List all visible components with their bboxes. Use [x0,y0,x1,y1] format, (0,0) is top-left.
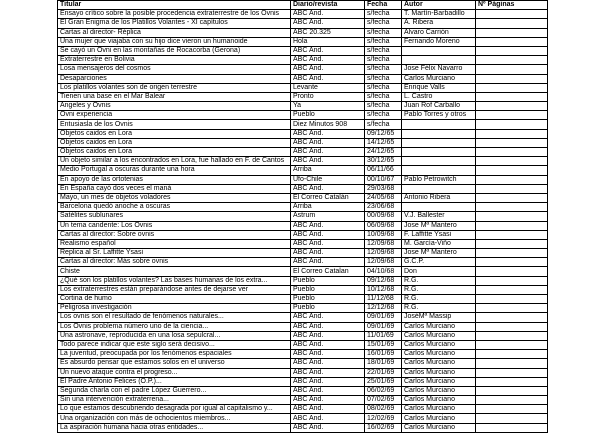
cell-paginas [476,37,548,46]
table-row [58,331,548,340]
cell-diario: ABC And. [291,157,365,166]
cell-paginas [476,175,548,184]
table-row [58,322,548,331]
table-row [58,175,548,184]
cell-autor: V.J. Ballester [402,212,476,221]
cell-titular: El Gran Enigma de los Platillos Volantes - XI capítulos [58,19,291,28]
cell-paginas [476,148,548,157]
cell-paginas [476,377,548,386]
table-row [58,203,548,212]
cell-fecha: 04/10/68 [365,267,402,276]
cell-paginas [476,28,548,37]
cell-fecha: 12/09/68 [365,239,402,248]
cell-titular: Cartas al director- Réplica [58,28,291,37]
cell-fecha: 16/02/69 [365,423,402,432]
cell-paginas [476,359,548,368]
cell-diario: ABC And. [291,386,365,395]
cell-paginas [476,83,548,92]
cell-paginas [476,350,548,359]
cell-diario: Pueblo [291,276,365,285]
cell-paginas [476,285,548,294]
cell-fecha: s/fecha [365,28,402,37]
cell-paginas [476,102,548,111]
cell-titular: ¿Qué son los platillos volantes? Las bases humanas de los extra... [58,276,291,285]
cell-titular: El Padre Antonio Felices (O.P.)... [58,377,291,386]
table-row [58,46,548,55]
cell-titular: Segunda charla con el padre López Guerrero... [58,386,291,395]
cell-diario: ABC And. [291,138,365,147]
cell-autor: JoséMª Massip [402,313,476,322]
cell-paginas [476,423,548,432]
cell-autor: Antonio Ribera [402,193,476,202]
cell-fecha: 30/12/65 [365,157,402,166]
cell-titular: Cortina de humo [58,295,291,304]
cell-diario: ABC And. [291,230,365,239]
cell-autor: A. Ribera [402,19,476,28]
cell-titular: Angeles y Ovnis [58,102,291,111]
cell-titular: Entusiasla de los Ovnis [58,120,291,129]
cell-titular: Chiste [58,267,291,276]
cell-fecha: 06/09/68 [365,221,402,230]
cell-titular: Lo que estamos descubriendo desagrada por igual al capitalismo y... [58,405,291,414]
table-row [58,414,548,423]
cell-autor [402,120,476,129]
table-row [58,19,548,28]
table-row [58,295,548,304]
table-row [58,212,548,221]
cell-titular: Desaparciones [58,74,291,83]
cell-paginas [476,230,548,239]
cell-paginas [476,396,548,405]
cell-autor: R.G. [402,276,476,285]
cell-fecha: s/fecha [365,74,402,83]
table-row [58,423,548,432]
table-row [58,405,548,414]
table-row [58,386,548,395]
cell-titular: Una astronave, reproducida en una losa sepulcral... [58,331,291,340]
table-row [58,350,548,359]
cell-autor [402,138,476,147]
cell-paginas [476,212,548,221]
table-row [58,340,548,349]
cell-diario: ABC And. [291,129,365,138]
cell-paginas [476,120,548,129]
cell-autor: Carlos Murciano [402,340,476,349]
cell-fecha: 09/01/69 [365,313,402,322]
cell-diario: ABC And. [291,65,365,74]
cell-paginas [476,56,548,65]
cell-paginas [476,414,548,423]
cell-titular: Medio Portugal a oscuras durante una hora [58,166,291,175]
cell-titular: Tienen una base en el Mar Balear [58,92,291,101]
cell-diario: ABC And. [291,396,365,405]
cell-paginas [476,111,548,120]
cell-paginas [476,221,548,230]
cell-paginas [476,331,548,340]
cell-diario: Diez Minutos 908 [291,120,365,129]
table-row [58,138,548,147]
cell-diario: Ufo-Chile [291,175,365,184]
cell-diario: ABC And. [291,414,365,423]
cell-paginas [476,193,548,202]
cell-fecha: 07/02/69 [365,396,402,405]
cell-diario: ABC And. [291,221,365,230]
cell-titular: Cartas al director: Sobre ovnis [58,230,291,239]
cell-paginas [476,92,548,101]
cell-paginas [476,10,548,19]
cell-titular: Satélites sublunares [58,212,291,221]
cell-fecha: 25/01/69 [365,377,402,386]
cell-fecha: 12/09/68 [365,249,402,258]
cell-diario: ABC And. [291,56,365,65]
cell-titular: Losa mensajeros del cosmos [58,65,291,74]
cell-diario: ABC And. [291,184,365,193]
cell-titular: Los platillos volantes son de origen terrestre [58,83,291,92]
table-row [58,258,548,267]
cell-fecha: 24/12/65 [365,148,402,157]
cell-titular: Objetos caidos en Lora [58,148,291,157]
cell-fecha: s/fecha [365,10,402,19]
table-row [58,368,548,377]
cell-diario: ABC And. [291,368,365,377]
cell-fecha: s/fecha [365,102,402,111]
cell-autor: Jose Mª Mantero [402,221,476,230]
cell-paginas [476,368,548,377]
cell-autor: R.G. [402,304,476,313]
cell-fecha: 10/12/68 [365,285,402,294]
cell-fecha: s/fecha [365,120,402,129]
table-row [58,276,548,285]
table-row [58,129,548,138]
cell-diario: ABC And. [291,46,365,55]
header-diario: Diario/revista [291,1,365,10]
table-row [58,267,548,276]
cell-diario: ABC And. [291,148,365,157]
cell-fecha: s/fecha [365,56,402,65]
cell-fecha: 00/09/68 [365,212,402,221]
cell-diario: Pueblo [291,295,365,304]
table-row [58,184,548,193]
cell-paginas [476,258,548,267]
cell-fecha: 15/01/69 [365,340,402,349]
cell-autor [402,46,476,55]
cell-titular: Los extraterrestres están preparándose antes de dejarse ver [58,285,291,294]
cell-fecha: 12/02/69 [365,414,402,423]
table-row [58,396,548,405]
table-row [58,285,548,294]
cell-fecha: s/fecha [365,83,402,92]
cell-autor [402,56,476,65]
table-row [58,28,548,37]
cell-diario: ABC And. [291,258,365,267]
cell-diario: Hola [291,37,365,46]
cell-paginas [476,46,548,55]
cell-diario: Pueblo [291,111,365,120]
cell-titular: Los Ovnis problema número uno de la ciencia... [58,322,291,331]
cell-diario: ABC And. [291,423,365,432]
cell-diario: ABC And. [291,331,365,340]
cell-fecha: 09/12/68 [365,276,402,285]
cell-titular: Ensayo crítico sobre la posible procedencia extraterrestre de los Ovnis [58,10,291,19]
cell-titular: Realismo español [58,239,291,248]
table-row [58,166,548,175]
cell-paginas [476,313,548,322]
cell-paginas [476,276,548,285]
cell-autor: F. Laffitte Ysasi [402,230,476,239]
table-row [58,83,548,92]
cell-fecha: 00/10/67 [365,175,402,184]
table-row [58,193,548,202]
cell-autor: Carlos Murciano [402,405,476,414]
table-row [58,157,548,166]
cell-titular: Peligrosa investigación [58,304,291,313]
cell-titular: Es absurdo pensar que estamos solos en el universo [58,359,291,368]
cell-autor [402,148,476,157]
header-fecha: Fecha [365,1,402,10]
cell-paginas [476,239,548,248]
cell-autor: Juan Rof Carballo [402,102,476,111]
cell-titular: Objetos caidos en Lora [58,129,291,138]
cell-autor [402,203,476,212]
cell-autor: Jose Mª Mantero [402,249,476,258]
cell-autor: G.C.P. [402,258,476,267]
table-row [58,10,548,19]
cell-autor: Fernando Moreno [402,37,476,46]
table-row [58,359,548,368]
cell-diario: Pueblo [291,304,365,313]
cell-autor: Carlos Murciano [402,74,476,83]
cell-diario: ABC And. [291,377,365,386]
cell-diario: El Correo Catalan [291,267,365,276]
cell-titular: La juventud, preocupada por los fenómenos espaciales [58,350,291,359]
cell-paginas [476,267,548,276]
cell-autor: Pablo Petrowitch [402,175,476,184]
cell-titular: Extraterrestre en Bolivia [58,56,291,65]
table-row [58,111,548,120]
cell-fecha: 22/01/69 [365,368,402,377]
table-row [58,74,548,83]
header-autor: Autor [402,1,476,10]
cell-titular: Un objeto similar a los encontrados en Lora, fue hallado en F. de Cantos [58,157,291,166]
cell-paginas [476,129,548,138]
cell-fecha: s/fecha [365,37,402,46]
cell-titular: La aspiración humana hacia otras entidades... [58,423,291,432]
table-row [58,313,548,322]
header-titular: Titular [58,1,291,10]
table-row [58,221,548,230]
cell-diario: ABC And. [291,350,365,359]
cell-diario: Arriba [291,203,365,212]
cell-fecha: 24/05/68 [365,193,402,202]
cell-titular: Cartas al director: Más sobre ovnis [58,258,291,267]
cell-autor: Carlos Murciano [402,331,476,340]
cell-titular: Un nuevo ataque contra el progreso... [58,368,291,377]
table-row [58,92,548,101]
cell-diario: ABC And. [291,74,365,83]
cell-autor: R.G. [402,285,476,294]
cell-autor: Carlos Murciano [402,423,476,432]
cell-titular: Una organización con más de ochocientos miembros... [58,414,291,423]
cell-autor [402,129,476,138]
table-row [58,377,548,386]
cell-fecha: s/fecha [365,46,402,55]
cell-paginas [476,322,548,331]
header-paginas: Nº Páginas [476,1,548,10]
table-row [58,230,548,239]
cell-fecha: s/fecha [365,19,402,28]
cell-autor: Pablo Torres y otros [402,111,476,120]
table-row [58,148,548,157]
cell-titular: Los ovnis son el resultado de fenómenos naturales... [58,313,291,322]
cell-fecha: 06/02/69 [365,386,402,395]
cell-diario: ABC And. [291,249,365,258]
cell-titular: Barcelona quedó anoche a oscuras [58,203,291,212]
cell-autor: Carlos Murciano [402,359,476,368]
cell-fecha: 16/01/69 [365,350,402,359]
cell-fecha: 23/06/68 [365,203,402,212]
cell-autor: Enrique Valls [402,83,476,92]
cell-paginas [476,184,548,193]
cell-fecha: 18/01/69 [365,359,402,368]
cell-paginas [476,65,548,74]
cell-diario: ABC And. [291,19,365,28]
cell-fecha: 08/02/69 [365,405,402,414]
cell-paginas [476,340,548,349]
cell-diario: ABC And. [291,322,365,331]
cell-fecha: 06/11/66 [365,166,402,175]
cell-autor: M. García-Viño [402,239,476,248]
cell-titular: Mayo, un mes de objetos voladores [58,193,291,202]
cell-paginas [476,405,548,414]
cell-titular: Objetos caidos en Lora [58,138,291,147]
cell-autor: Carlos Murciano [402,396,476,405]
cell-autor: Carlos Murciano [402,377,476,386]
table-row [58,65,548,74]
cell-autor: Alvaro Carrión [402,28,476,37]
cell-fecha: s/fecha [365,65,402,74]
cell-titular: Una mujer que viajaba con su hijo dice vieron un humanoide [58,37,291,46]
header-row [58,1,548,10]
cell-autor: Don [402,267,476,276]
cell-autor: Carlos Murciano [402,368,476,377]
cell-titular: Todo parece indicar que este siglo será decisivo... [58,340,291,349]
table-row [58,239,548,248]
cell-fecha: 14/12/65 [365,138,402,147]
table-row [58,102,548,111]
cell-diario: ABC 20.325 [291,28,365,37]
cell-diario: ABC And. [291,405,365,414]
cell-autor: Carlos Murciano [402,414,476,423]
cell-diario: Levante [291,83,365,92]
cell-fecha: 11/01/69 [365,331,402,340]
table-row [58,249,548,258]
cell-paginas [476,386,548,395]
cell-diario: ABC And. [291,340,365,349]
cell-fecha: 29/03/68 [365,184,402,193]
table-row [58,56,548,65]
cell-titular: Un tema candente: Los Ovnis [58,221,291,230]
cell-diario: Pronto [291,92,365,101]
cell-fecha: 09/12/65 [365,129,402,138]
cell-fecha: 09/01/69 [365,322,402,331]
cell-paginas [476,166,548,175]
cell-paginas [476,138,548,147]
cell-diario: ABC And. [291,239,365,248]
cell-autor [402,157,476,166]
cell-autor: R.G. [402,295,476,304]
cell-fecha: s/fecha [365,111,402,120]
cell-fecha: 11/12/68 [365,295,402,304]
cell-paginas [476,295,548,304]
cell-fecha: 12/12/68 [365,304,402,313]
cell-diario: Astrum [291,212,365,221]
cell-titular: Replica al Sr. Laffitte Ysasi [58,249,291,258]
cell-diario: ABC And. [291,359,365,368]
table-row [58,120,548,129]
table-body [58,10,548,433]
cell-titular: Se cayó un Ovni en las montañas de Rocacorba (Gerona) [58,46,291,55]
cell-paginas [476,304,548,313]
cell-paginas [476,157,548,166]
cell-paginas [476,19,548,28]
cell-autor [402,166,476,175]
cell-autor [402,184,476,193]
cell-titular: Ovni experiencia [58,111,291,120]
cell-titular: Sin una intervención extraterrena... [58,396,291,405]
cell-diario: ABC And. [291,10,365,19]
cell-diario: ABC And. [291,313,365,322]
cell-autor: T. Martín-Barbadillo [402,10,476,19]
cell-paginas [476,249,548,258]
cell-diario: Arriba [291,166,365,175]
table-row [58,304,548,313]
cell-diario: El Correo Catalán [291,193,365,202]
cell-titular: En España cayó dos veces el maná [58,184,291,193]
cell-fecha: 12/09/68 [365,258,402,267]
cell-autor: Carlos Murciano [402,350,476,359]
cell-fecha: s/fecha [365,92,402,101]
cell-autor: Carlos Murciano [402,386,476,395]
cell-diario: Pueblo [291,285,365,294]
cell-paginas [476,74,548,83]
cell-autor: Jose Félix Navarro [402,65,476,74]
table-row [58,37,548,46]
cell-diario: Ya [291,102,365,111]
cell-titular: En apoyo de las ortotenias [58,175,291,184]
articles-table [57,0,548,433]
cell-autor: L. Castro [402,92,476,101]
cell-autor: Carlos Murciano [402,322,476,331]
cell-fecha: 10/09/68 [365,230,402,239]
cell-paginas [476,203,548,212]
